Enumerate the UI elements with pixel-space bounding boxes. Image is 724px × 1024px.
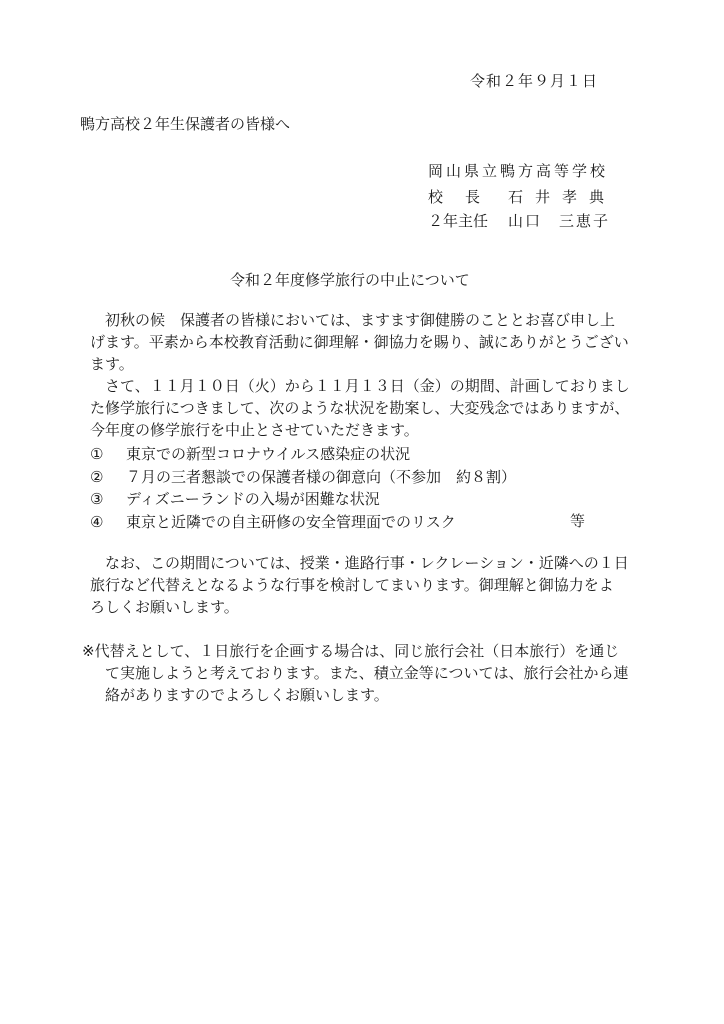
cancellation-paragraph (90, 375, 650, 441)
alternative-paragraph (90, 552, 650, 618)
item-number: ④ (90, 512, 104, 531)
item-text: ディズニーランドの入場が困難な状況 (126, 490, 380, 508)
paragraph-line: さて、１１月１０日（火）から１１月１３日（金）の期間、計画しておりまし (105, 377, 630, 395)
item-text: ７月の三者懇談での保護者様の御意向（不参加 約８割） (126, 467, 517, 486)
note-line: ※代替えとして、１日旅行を企画する場合は、同じ旅行会社（日本旅行）を通じ (82, 642, 620, 660)
chief-name: 山口 三恵子 (508, 212, 611, 230)
note-line: て実施しようと考えております。また、積立金等については、旅行会社から連 (105, 664, 629, 682)
principal-role: 校長 (428, 188, 503, 206)
letter-date: 令和２年９月１日 (470, 72, 599, 90)
sender-principal (428, 186, 616, 207)
note-line: 絡がありますのでよろしくお願いします。 (105, 686, 389, 704)
letter-subject: 令和２年度修学旅行の中止について (230, 271, 470, 289)
principal-name: 石井孝典 (508, 188, 617, 206)
paragraph-line: げます。平素から本校教育活動に御理解・御協力を賜り、誠にありがとうござい (90, 333, 629, 351)
recipient-line: 鴨方高校２年生保護者の皆様へ (80, 115, 291, 133)
list-item (90, 511, 650, 534)
sender-grade-chief (428, 210, 610, 231)
paragraph-line: 今年度の修学旅行を中止とさせていただきます。 (90, 421, 419, 439)
paragraph-line: 旅行など代替えとなるような行事を検討してまいります。御理解と御協力をよ (90, 576, 614, 594)
item-text: 東京と近隣での自主研修の安全管理面でのリスク (126, 512, 456, 531)
item-number: ② (90, 467, 104, 486)
reasons-list (90, 443, 650, 533)
paragraph-line: なお、この期間については、授業・進路行事・レクレーション・近隣への１日 (105, 554, 629, 572)
item-number: ① (90, 445, 104, 463)
greeting-paragraph (90, 309, 650, 375)
paragraph-line: ろしくお願いします。 (90, 598, 239, 616)
item-text: 東京での新型コロナウイルス感染症の状況 (126, 445, 411, 463)
list-item (90, 488, 650, 511)
list-item (90, 466, 650, 489)
chief-role: ２年主任 (428, 212, 489, 230)
item-number: ③ (90, 490, 104, 508)
sender-school: 岡山県立鴨方高等学校 (428, 162, 609, 180)
paragraph-line: た修学旅行につきまして、次のような状況を勘案し、大変残念ではありますが、 (90, 399, 630, 417)
note-paragraph (82, 640, 650, 706)
list-suffix: 等 (570, 512, 586, 530)
list-item (90, 443, 650, 466)
paragraph-line: 初秋の候 保護者の皆様においては、ますます御健勝のこととお喜び申し上 (105, 311, 616, 329)
paragraph-line: ます。 (90, 355, 134, 373)
